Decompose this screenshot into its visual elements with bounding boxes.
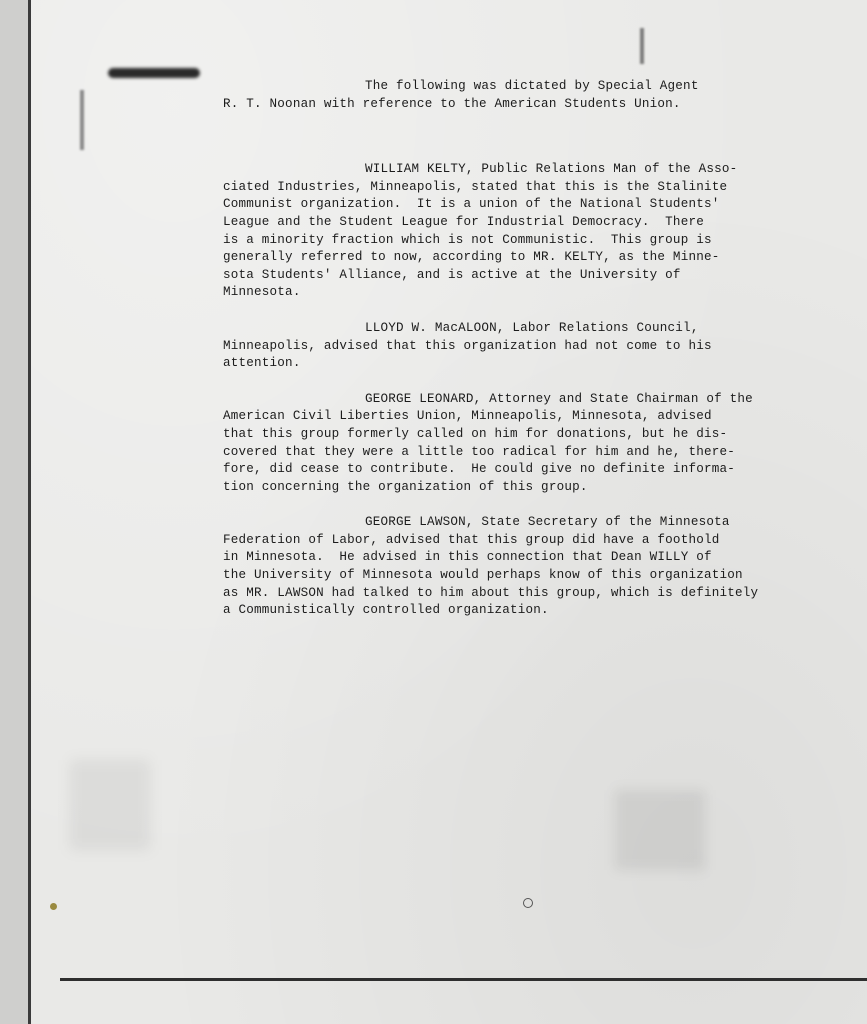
paragraph-line: the University of Minnesota would perhaps know of this organization — [223, 568, 743, 583]
paragraph-line: American Civil Liberties Union, Minneapolis, Minnesota, advised — [223, 409, 712, 424]
spacer — [223, 302, 835, 320]
paragraph-line: GEORGE LEONARD, Attorney and State Chairman of the — [365, 391, 753, 406]
paragraph-line: GEORGE LAWSON, State Secretary of the Minnesota — [365, 515, 730, 530]
spacer — [223, 373, 835, 391]
paragraph-line: fore, did cease to contribute. He could give no definite informa- — [223, 462, 735, 477]
intro — [223, 78, 835, 113]
paragraph-line: generally referred to now, according to MR. KELTY, as the Minne- — [223, 250, 720, 265]
paragraph-line: is a minority fraction which is not Communistic. This group is — [223, 232, 712, 247]
paragraph-line: a Communistically controlled organization. — [223, 603, 549, 618]
spacer — [223, 113, 835, 161]
page-margin-shade — [0, 0, 28, 1024]
paragraph-line: WILLIAM KELTY, Public Relations Man of the Asso- — [365, 162, 738, 177]
paragraph-leonard — [223, 391, 835, 497]
paragraph-kelty — [223, 161, 835, 302]
left-border-line — [28, 0, 31, 1024]
stain — [615, 790, 705, 870]
spacer — [223, 496, 835, 514]
paragraph-line: attention. — [223, 356, 301, 371]
paragraph-lawson — [223, 514, 835, 620]
paragraph-line: Minneapolis, advised that this organization had not come to his — [223, 338, 712, 353]
paragraph-line: as MR. LAWSON had talked to him about this group, which is definitely — [223, 585, 759, 600]
paragraph-line: Minnesota. — [223, 285, 301, 300]
paragraph-line: in Minnesota. He advised in this connection that Dean WILLY of — [223, 550, 712, 565]
paragraph-line: LLOYD W. MacALOON, Labor Relations Council, — [365, 320, 699, 335]
paragraph-line: covered that they were a little too radical for him and he, there- — [223, 444, 735, 459]
ink-mark — [640, 28, 644, 64]
paragraph-line: Communist organization. It is a union of the National Students' — [223, 197, 720, 212]
intro-line: The following was dictated by Special Agent — [365, 79, 699, 93]
paragraph-line: that this group formerly called on him for donations, but he dis- — [223, 426, 728, 441]
stain — [70, 760, 150, 850]
intro-line: R. T. Noonan with reference to the American Students Union. — [223, 96, 681, 111]
paragraph-line: ciated Industries, Minneapolis, stated that this is the Stalinite — [223, 179, 728, 194]
paragraph-line: League and the Student League for Industrial Democracy. There — [223, 214, 704, 229]
paragraph-line: tion concerning the organization of this group. — [223, 479, 588, 494]
paragraph-macaloon — [223, 320, 835, 373]
bottom-rule — [60, 978, 867, 981]
paragraph-line: Federation of Labor, advised that this group did have a foothold — [223, 532, 720, 547]
ink-smudge — [108, 68, 200, 78]
stain-speck — [523, 898, 533, 908]
paragraph-line: sota Students' Alliance, and is active at the University of — [223, 267, 681, 282]
ink-mark — [80, 90, 84, 150]
typed-memo — [223, 78, 835, 620]
stain-speck — [50, 903, 57, 910]
